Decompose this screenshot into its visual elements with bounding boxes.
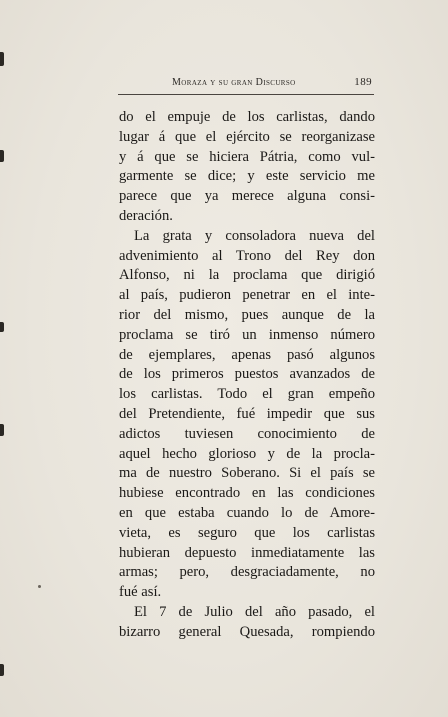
page-edge-mark xyxy=(0,150,4,162)
page-edge-mark xyxy=(0,664,4,676)
page-edge-mark xyxy=(0,322,4,332)
text-line: El 7 de Julio del año pasado, el xyxy=(134,603,375,620)
text-line: parece que ya merece alguna consi- xyxy=(119,188,375,205)
text-line: rior del mismo, pues aunque de la xyxy=(119,306,375,323)
text-line: armas; pero, desgraciadamente, no xyxy=(119,564,375,581)
text-line: de ejemplares, apenas pasó algunos xyxy=(119,346,375,363)
text-line: hubiese encontrado en las condiciones xyxy=(119,485,375,502)
page-edge-mark xyxy=(0,52,4,66)
text-line: Alfonso, ni la proclama que dirigió xyxy=(119,267,375,284)
text-line: y á que se hiciera Pátria, como vul- xyxy=(119,148,375,165)
header-rule xyxy=(118,94,374,95)
text-line: ma de nuestro Soberano. Si el país se xyxy=(119,465,375,482)
text-line: de los primeros puestos avanzados de xyxy=(119,366,375,383)
body-text xyxy=(119,108,375,643)
text-line: fué así. xyxy=(119,584,162,601)
paper-speck xyxy=(38,585,41,588)
page-edge-mark xyxy=(0,424,4,436)
text-line: del Pretendiente, fué impedir que sus xyxy=(119,405,375,422)
text-line: vieta, es seguro que los carlistas xyxy=(119,524,375,541)
page-number: 189 xyxy=(354,76,372,88)
text-line: aquel hecho glorioso y de la procla- xyxy=(119,445,375,462)
text-line: proclama se tiró un inmenso número xyxy=(119,326,375,343)
text-line: do el empuje de los carlistas, dando xyxy=(119,109,375,125)
text-line: advenimiento al Trono del Rey don xyxy=(119,247,375,264)
running-title: Moraza y su gran Discurso xyxy=(172,77,296,88)
text-line: La grata y consoladora nueva del xyxy=(134,227,375,244)
text-line: deración. xyxy=(119,207,173,224)
text-line: bizarro general Quesada, rompiendo xyxy=(119,623,375,640)
text-line: lugar á que el ejército se reorganizase xyxy=(119,128,375,145)
text-line: los carlistas. Todo el gran empeño xyxy=(119,386,375,403)
text-line: adictos tuviesen conocimiento de xyxy=(119,425,375,442)
text-line: al país, pudieron penetrar en el inte- xyxy=(119,287,375,304)
text-line: en que estaba cuando lo de Amore- xyxy=(119,504,375,521)
page-header xyxy=(150,77,376,93)
text-line: garmente se dice; y este servicio me xyxy=(119,168,375,185)
text-line: hubieran depuesto inmediatamente las xyxy=(119,544,375,561)
